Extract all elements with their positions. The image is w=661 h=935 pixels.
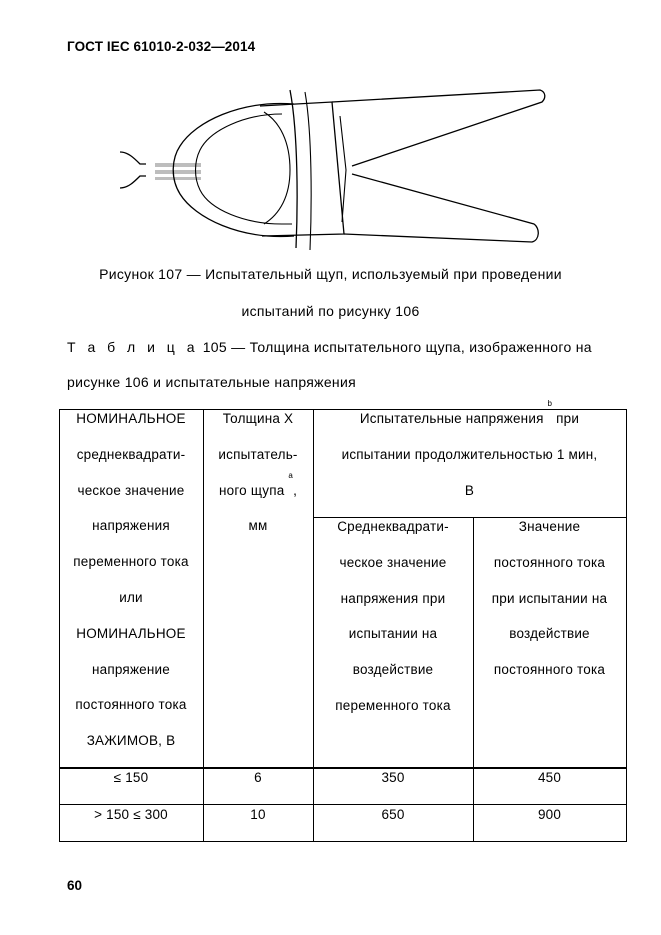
- page-number: 60: [67, 878, 83, 893]
- figure-caption-line-2: испытаний по рисунку 106: [241, 303, 420, 319]
- col1-header: НОМИНАЛЬНОЕ среднеквадрати- ческое значение напряжения переменного тока или НОМИНАЛЬНОЕ напряжение постоянного тока ЗАЖИМОВ, В: [73, 411, 189, 749]
- col2-header: Толщина X испытатель- ного щупа $^a$, мм: [218, 411, 298, 534]
- col4-header: Значение постоянного тока при испытании на воздействие постоянного тока: [491, 519, 608, 678]
- probe-connector: [155, 163, 201, 167]
- test-probe-figure: [100, 82, 560, 257]
- table-row-2-thickness: 10: [250, 807, 266, 822]
- figure-caption-line-1: Рисунок 107 — Испытательный щуп, используемый при проведении: [99, 266, 562, 282]
- table-caption-label: Т а б л и ц а: [67, 339, 199, 355]
- table-row-1-voltage: ≤ 150: [113, 770, 149, 785]
- table-row-2-ac-test: 650: [381, 807, 405, 822]
- table-row-1-ac-test: 350: [381, 770, 405, 785]
- test-voltage-group-header: Испытательные напряжения $^b$ при испытании продолжительностью 1 мин, В: [341, 399, 598, 498]
- probe-handle-lower: [344, 174, 538, 242]
- table-row-2-dc-test: 900: [537, 807, 562, 822]
- table-caption-title: 105 — Толщина испытательного щупа, изображенного на: [198, 339, 592, 355]
- table-row-1-thickness: 6: [254, 770, 262, 785]
- table-row-2-voltage: > 150 ≤ 300: [94, 807, 168, 822]
- table-caption-line-2: рисунке 106 и испытательные напряжения: [67, 374, 356, 390]
- probe-guard: [260, 102, 344, 236]
- probe-handle-upper: [332, 90, 545, 166]
- table-caption-line-1: [67, 339, 592, 355]
- probe-wire: [120, 152, 146, 188]
- test-voltage-table: [59, 399, 627, 842]
- col3-header: Среднеквадрати- ческое значение напряжения при испытании на воздействие переменного тока: [335, 519, 451, 713]
- document-header: ГОСТ IEC 61010-2-032—2014: [67, 39, 256, 54]
- table-row-1-dc-test: 450: [537, 770, 562, 785]
